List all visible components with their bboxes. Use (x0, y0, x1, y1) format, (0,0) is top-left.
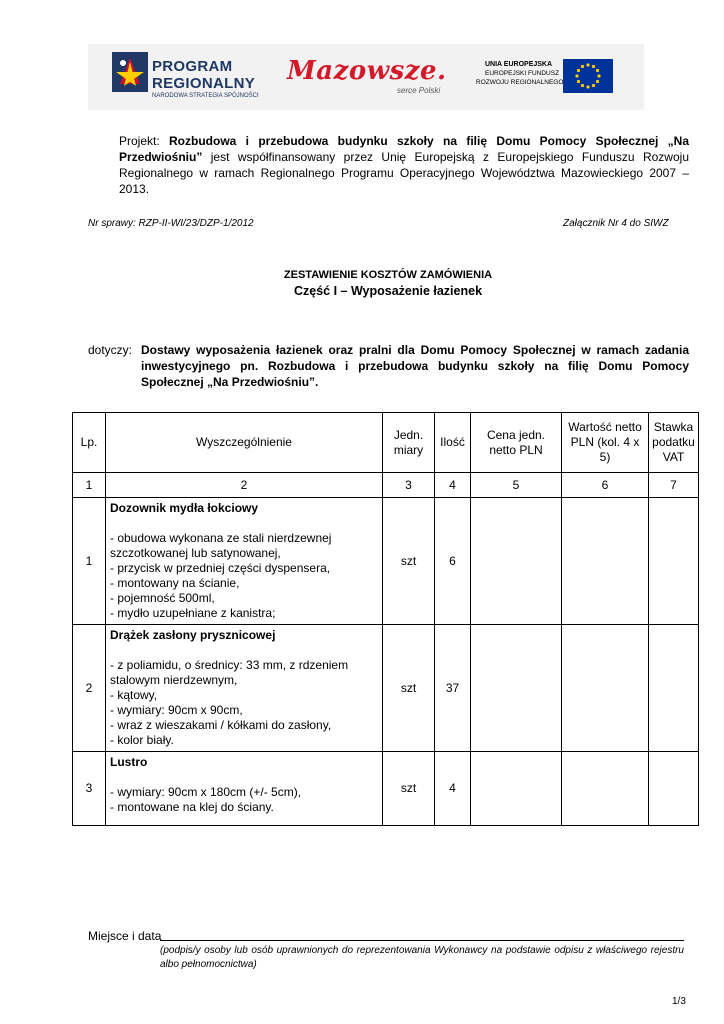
table-row (73, 752, 699, 826)
row-description (106, 752, 383, 826)
table-row (73, 498, 699, 625)
row-unit: szt (383, 752, 435, 826)
header-cell: Ilość (435, 413, 471, 473)
item-name: Dozownik mydła łokciowy (110, 501, 259, 515)
row-qty: 4 (435, 752, 471, 826)
attachment-label: Załącznik Nr 4 do SIWZ (563, 218, 669, 229)
item-spec: - mydło uzupełniane z kanistra; (110, 606, 276, 620)
column-number: 5 (471, 473, 562, 498)
column-number: 3 (383, 473, 435, 498)
signature-line[interactable] (160, 940, 684, 941)
header-cell: Wyszczególnienie (106, 413, 383, 473)
concerns-label: dotyczy: (88, 343, 133, 357)
row-net-value-input[interactable] (562, 752, 649, 826)
place-date-label: Miejsce i data (88, 929, 162, 943)
row-qty: 37 (435, 625, 471, 752)
document-title: ZESTAWIENIE KOSZTÓW ZAMÓWIENIA (283, 269, 493, 281)
item-spec: - wymiary: 90cm x 90cm, (110, 703, 243, 717)
eu-logo-line1: UNIA EUROPEJSKA (485, 61, 553, 68)
program-regionalny-star-icon (112, 52, 148, 92)
item-spec: - wraz z wieszakami / kółkami do zasłony, (110, 718, 332, 732)
column-number: 2 (106, 473, 383, 498)
row-unit: szt (383, 625, 435, 752)
program-logo-line1: PROGRAM (152, 58, 233, 75)
header-cell: Cena jedn. netto PLN (471, 413, 562, 473)
row-qty: 6 (435, 498, 471, 625)
row-description (106, 625, 383, 752)
row-lp: 3 (73, 752, 106, 826)
row-lp: 2 (73, 625, 106, 752)
column-number: 7 (649, 473, 699, 498)
page-number: 1/3 (672, 996, 686, 1007)
item-spec: - obudowa wykonana ze stali nierdzewnej szczotkowanej lub satynowanej, (110, 531, 332, 560)
header-cell: Stawka podatku VAT (649, 413, 699, 473)
header-cell: Jedn. miary (383, 413, 435, 473)
item-spec: - montowany na ścianie, (110, 576, 240, 590)
column-number: 6 (562, 473, 649, 498)
case-number: Nr sprawy: RZP-II-WI/23/DZP-1/2012 (88, 218, 254, 229)
row-lp: 1 (73, 498, 106, 625)
project-paragraph (119, 133, 689, 197)
project-label: Projekt: (119, 134, 170, 148)
column-number: 4 (435, 473, 471, 498)
eu-logo-line2: EUROPEJSKI FUNDUSZ (485, 70, 560, 77)
header-cell: Lp. (73, 413, 106, 473)
row-net-value-input[interactable] (562, 625, 649, 752)
item-spec: - montowane na klej do ściany. (110, 800, 274, 814)
document-subtitle: Część I – Wyposażenie łazienek (293, 284, 483, 298)
row-vat-input[interactable] (649, 625, 699, 752)
column-number-row (73, 473, 699, 498)
row-unit-price-input[interactable] (471, 752, 562, 826)
eu-logo-line3: ROZWOJU REGIONALNEGO (476, 79, 564, 86)
column-number: 1 (73, 473, 106, 498)
item-spec: - przycisk w przedniej części dyspensera, (110, 561, 331, 575)
row-unit-price-input[interactable] (471, 625, 562, 752)
item-spec: - kątowy, (110, 688, 158, 702)
eu-flag-icon (563, 59, 613, 93)
program-logo-line2: REGIONALNY (152, 75, 256, 92)
header-cell: Wartość netto PLN (kol. 4 x 5) (562, 413, 649, 473)
row-vat-input[interactable] (649, 752, 699, 826)
row-vat-input[interactable] (649, 498, 699, 625)
item-spec: - z poliamidu, o średnicy: 33 mm, z rdzeniem stalowym nierdzewnym, (110, 658, 349, 687)
item-spec: - kolor biały. (110, 733, 174, 747)
row-unit: szt (383, 498, 435, 625)
item-spec: - wymiary: 90cm x 180cm (+/- 5cm), (110, 785, 302, 799)
item-name: Drążek zasłony prysznicowej (110, 628, 276, 642)
signature-note: (podpis/y osoby lub osób uprawnionych do reprezentowania Wykonawcy na podstawie odpisu z właściwego rejestru albo pełnomocnictwa) (160, 945, 684, 970)
mazowsze-tagline: serce Polski (397, 86, 441, 95)
project-description: jest współfinansowany przez Unię Europejską z Europejskiego Funduszu Rozwoju Regionalnego w ramach Regionalnego Programu Operacyjnego Województwa Mazowieckiego 2007 – 2013. (119, 150, 689, 196)
table-row (73, 625, 699, 752)
row-description (106, 498, 383, 625)
item-spec: - pojemność 500ml, (110, 591, 215, 605)
row-unit-price-input[interactable] (471, 498, 562, 625)
table-header-row (73, 413, 699, 473)
item-name: Lustro (110, 755, 148, 769)
concerns-text: Dostawy wyposażenia łazienek oraz pralni dla Domu Pomocy Społecznej w ramach zadania inwestycyjnego pn. Rozbudowa i przebudowa budynku szkoły na filię Domu Pomocy Społecznej „Na Przedwiośniu”. (141, 343, 689, 389)
cost-table (72, 412, 699, 826)
row-net-value-input[interactable] (562, 498, 649, 625)
project-name: Rozbudowa i przebudowa budynku szkoły na filię Domu Pomocy Społecznej „Na Przedwiośniu” (119, 134, 690, 164)
program-logo-line3: NARODOWA STRATEGIA SPÓJNOŚCI (152, 93, 259, 99)
mazowsze-logo: Mazowsze. (287, 56, 447, 86)
